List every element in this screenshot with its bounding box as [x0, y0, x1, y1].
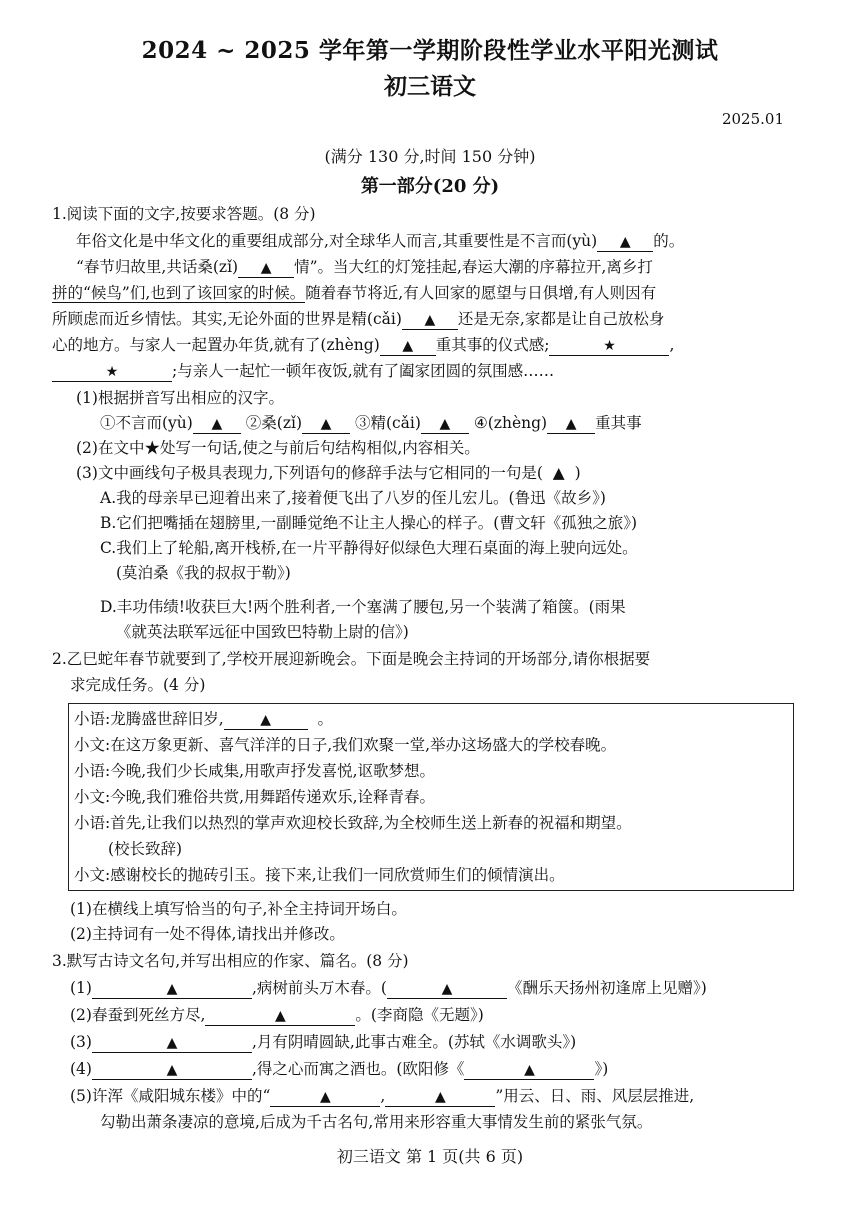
item-number: (4) — [70, 1060, 92, 1078]
q1-passage-line — [76, 256, 653, 278]
answer-blank[interactable]: ▲ — [193, 415, 241, 434]
star-blank[interactable]: ★ — [52, 363, 172, 382]
q3-item-4 — [70, 1058, 608, 1080]
item-text: 。(李商隐《无题》) — [355, 1006, 484, 1024]
option-d-source: 《就英法联军远征中国致巴特勒上尉的信》) — [116, 623, 409, 641]
script-line: 小语:今晚,我们少长咸集,用歌声抒发喜悦,讴歌梦想。 — [74, 762, 436, 780]
option-c: C.我们上了轮船,离开栈桥,在一片平静得好似绿色大理石桌面的海上驶向远处。 — [100, 539, 638, 557]
answer-blank[interactable]: ▲ — [387, 980, 507, 999]
q3-item-5-cont: 勾勒出萧条凄凉的意境,后成为千古名句,常用来形容重大事情发生前的紧张气氛。 — [100, 1113, 653, 1131]
q2-sub1: (1)在横线上填写恰当的句子,补全主持词开场白。 — [70, 900, 407, 918]
q1-sub2: (2)在文中★处写一句话,使之与前后句结构相似,内容相关。 — [76, 439, 480, 457]
part-heading: 第一部分(20 分) — [360, 176, 500, 197]
answer-blank[interactable]: ▲ — [92, 980, 252, 999]
answer-blank[interactable]: ▲ — [92, 1061, 252, 1080]
q3-item-3 — [70, 1031, 576, 1053]
passage-text: 心的地方。与家人一起置办年货,就有了(zhèng) — [52, 336, 380, 354]
page-footer: 初三语文 第 1 页(共 6 页) — [336, 1147, 524, 1166]
q3-item-2 — [70, 1004, 484, 1026]
answer-blank[interactable]: ▲ — [385, 1088, 495, 1107]
q3-item-1 — [70, 977, 707, 999]
q2-stem-cont: 求完成任务。(4 分) — [70, 676, 206, 694]
script-text: 。 — [317, 710, 334, 728]
passage-text: , — [669, 336, 675, 354]
option-c-source: (莫泊桑《我的叔叔于勒》) — [116, 564, 291, 582]
answer-blank[interactable]: ▲ — [302, 415, 350, 434]
answer-blank[interactable]: ▲ — [238, 259, 294, 278]
item-text: (2)春蚕到死丝方尽, — [70, 1006, 206, 1024]
item-d: ④(zhèng) — [473, 414, 548, 432]
passage-text: 随着春节将近,有人回家的愿望与日俱增,有人则因有 — [305, 284, 657, 302]
item-a: ①不言而(yù) — [100, 414, 193, 432]
answer-blank[interactable]: ▲ — [597, 233, 653, 252]
q1-sub3 — [76, 462, 581, 484]
passage-text: “春节归故里,共话桑(zǐ) — [76, 258, 239, 276]
passage-text: 还是无奈,家都是让自己放松身 — [457, 310, 665, 328]
item-text: 《酬乐天扬州初逢席上见赠》) — [506, 979, 707, 997]
item-number: (1) — [70, 979, 92, 997]
q1-passage-line — [52, 334, 674, 356]
q3-item-5: (5)许浑《咸阳城东楼》中的“ ▲ , ▲ ”用云、日、雨、风层层推进, — [70, 1087, 695, 1105]
sub3-text: (3)文中画线句子极具表现力,下列语句的修辞手法与它相同的一句是( — [76, 464, 543, 482]
q1-sub1: (1)根据拼音写出相应的汉字。 — [76, 389, 284, 407]
script-line: 小文:今晚,我们雅俗共赏,用舞蹈传递欢乐,诠释青春。 — [74, 788, 436, 806]
answer-blank[interactable]: ▲ — [402, 311, 458, 330]
sub3-close: ) — [574, 464, 581, 482]
script-line: 小文:感谢校长的抛砖引玉。接下来,让我们一同欣赏师生们的倾情演出。 — [74, 866, 565, 884]
script-text: 小语:龙腾盛世辞旧岁, — [74, 710, 224, 728]
exam-meta: (满分 130 分,时间 150 分钟) — [324, 147, 536, 166]
item-b: ②桑(zǐ) — [245, 414, 302, 432]
answer-blank[interactable]: ▲ — [380, 337, 436, 356]
q1-sub1-items — [100, 412, 642, 434]
option-b: B.它们把嘴插在翅膀里,一副睡觉绝不让主人操心的样子。(曹文轩《孤独之旅》) — [100, 514, 638, 532]
answer-blank[interactable]: ▲ — [464, 1061, 594, 1080]
q1-passage-line — [52, 282, 656, 304]
option-d: D.丰功伟绩!收获巨大!两个胜利者,一个塞满了腰包,另一个装满了箱箧。(雨果 — [100, 598, 626, 616]
answer-blank[interactable]: ▲ — [421, 415, 469, 434]
script-line: 小文:在这万象更新、喜气洋洋的日子,我们欢聚一堂,举办这场盛大的学校春晚。 — [74, 736, 617, 754]
script-line — [74, 708, 333, 730]
q1-passage-line — [52, 360, 554, 382]
q3-stem: 3.默写古诗文名句,并写出相应的作家、篇名。(8 分) — [52, 952, 409, 970]
item-text: (5)许浑《咸阳城东楼》中的“ — [70, 1087, 271, 1105]
answer-mark[interactable]: ▲ — [552, 464, 565, 482]
underlined-sentence: 拼的“候鸟”们,也到了该回家的时候。 — [52, 284, 306, 302]
q2-stem: 2.乙巳蛇年春节就要到了,学校开展迎新晚会。下面是晚会主持词的开场部分,请你根据要 — [52, 650, 651, 668]
item-text: ,得之心而寓之酒也。(欧阳修《 — [251, 1060, 465, 1078]
star-blank[interactable]: ★ — [549, 337, 669, 356]
item-text: ”用云、日、雨、风层层推进, — [495, 1087, 695, 1105]
answer-blank[interactable]: ▲ — [547, 415, 595, 434]
q1-stem: 1.阅读下面的文字,按要求答题。(8 分) — [52, 205, 316, 223]
answer-blank[interactable]: ▲ — [224, 711, 308, 730]
exam-title: 2024 ~ 2025 学年第一学期阶段性学业水平阳光测试 — [141, 37, 719, 64]
item-text: ,月有阴晴圆缺,此事古难全。(苏轼《水调歌头》) — [251, 1033, 577, 1051]
exam-date: 2025.01 — [721, 110, 784, 128]
option-a: A.我的母亲早已迎着出来了,接着便飞出了八岁的侄儿宏儿。(鲁迅《故乡》) — [100, 489, 606, 507]
q1-passage-line — [76, 230, 684, 252]
script-line: (校长致辞) — [108, 840, 183, 858]
answer-blank[interactable]: ▲ — [205, 1007, 355, 1026]
passage-text: 情”。当大红的灯笼挂起,春运大潮的序幕拉开,离乡打 — [294, 258, 653, 276]
item-text: 》) — [594, 1060, 609, 1078]
answer-blank[interactable]: ▲ — [92, 1034, 252, 1053]
item-text: ,病树前头万木春。( — [251, 979, 387, 997]
passage-text: 重其事的仪式感; — [435, 336, 550, 354]
passage-text: ;与亲人一起忙一顿年夜饭,就有了阖家团圆的氛围感…… — [172, 362, 555, 380]
q1-passage-line — [52, 308, 664, 330]
passage-text: 所顾虑而近乡情怯。其实,无论外面的世界是精(cǎi) — [52, 310, 402, 328]
answer-blank[interactable]: ▲ — [270, 1088, 380, 1107]
passage-text: 年俗文化是中华文化的重要组成部分,对全球华人而言,其重要性是不言而(yù) — [76, 232, 598, 250]
item-d-tail: 重其事 — [595, 414, 642, 432]
item-c: ③精(cǎi) — [354, 414, 421, 432]
q2-sub2: (2)主持词有一处不得体,请找出并修改。 — [70, 925, 345, 943]
script-line: 小语:首先,让我们以热烈的掌声欢迎校长致辞,为全校师生送上新春的祝福和期望。 — [74, 814, 632, 832]
passage-text: 的。 — [653, 232, 685, 250]
item-number: (3) — [70, 1033, 92, 1051]
exam-subject: 初三语文 — [384, 73, 476, 100]
